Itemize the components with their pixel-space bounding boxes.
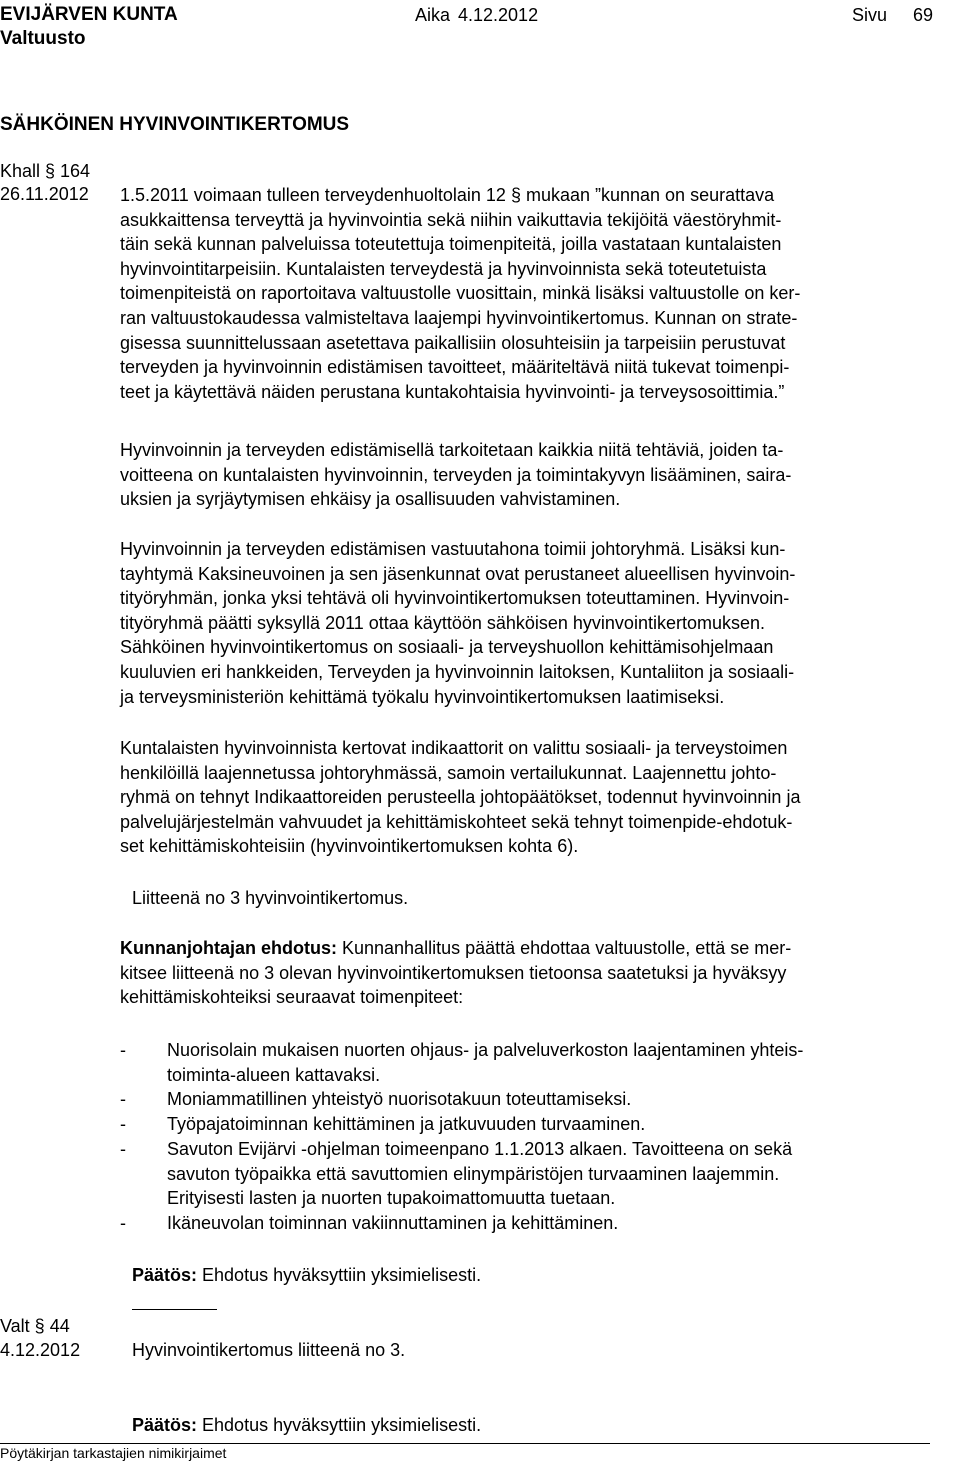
decision-text: Ehdotus hyväksyttiin yksimielisesti. bbox=[197, 1415, 482, 1435]
text-line: Savuton Evijärvi -ohjelman toimeenpano 1.1.2013 alkaen. Tavoitteena on sekä bbox=[167, 1139, 793, 1159]
text-line: tityöryhmä päätti syksyllä 2011 ottaa käyttöön sähköisen hyvinvointikertomuksen. bbox=[120, 612, 765, 633]
text-line: Kuntalaisten hyvinvoinnista kertovat indikaattorit on valittu sosiaali- ja terveystoimen bbox=[120, 738, 788, 758]
text-line: hyvinvointitarpeisiin. Kuntalaisten terveydestä ja hyvinvoinnista sekä toteutetuista bbox=[120, 258, 767, 279]
text-line: terveyden ja hyvinvoinnin edistämisen tavoitteet, määriteltävä niitä tukevat toimenpi- bbox=[120, 357, 790, 378]
council-text: Hyvinvointikertomus liitteenä no 3. bbox=[132, 1340, 406, 1360]
text-line: Sähköinen hyvinvointikertomus on sosiaali- ja terveyshuollon kehittämisohjelmaan bbox=[120, 637, 774, 658]
case-date: 26.11.2012 bbox=[0, 184, 89, 204]
text-line: tayhtymä Kaksineuvoinen ja sen jäsenkunnat ovat perustaneet alueellisen hyvinvoin- bbox=[120, 563, 796, 584]
text-line: teet ja käytettävä näiden perustana kuntakohtaisia hyvinvointi- ja terveysosoittimia.” bbox=[120, 381, 785, 402]
page-number: 69 bbox=[913, 5, 934, 25]
decision-label: Päätös: bbox=[132, 1415, 198, 1435]
text-line: Työpajatoiminnan kehittäminen ja jatkuvuuden turvaaminen. bbox=[167, 1114, 646, 1134]
text-line: tityöryhmän, jonka yksi tehtävä oli hyvinvointikertomuksen toteuttaminen. Hyvinvoin- bbox=[120, 588, 790, 609]
text-line: kitsee liitteenä no 3 olevan hyvinvointikertomuksen tietoonsa saatetuksi ja hyväksyy bbox=[120, 962, 787, 983]
attachment-note: Liitteenä no 3 hyvinvointikertomus. bbox=[132, 888, 409, 908]
footer-rule bbox=[0, 1443, 930, 1444]
paragraph-indicators bbox=[120, 736, 940, 859]
text-line: ja terveysministeriön kehittämä työkalu hyvinvointikertomuksen laatimiseksi. bbox=[120, 686, 725, 707]
meeting-date: 4.12.2012 bbox=[458, 5, 539, 25]
proposal-label: Kunnanjohtajan ehdotus: bbox=[120, 938, 337, 958]
case-ref: Khall § 164 bbox=[0, 161, 91, 181]
list-dash: - bbox=[120, 1139, 126, 1159]
body-name: Valtuusto bbox=[0, 28, 86, 49]
paragraph-responsibility bbox=[120, 537, 940, 709]
text-line: henkilöillä laajennetussa johtoryhmässä, samoin vertailukunnat. Laajennettu johto- bbox=[120, 762, 777, 783]
list-item bbox=[120, 1087, 940, 1112]
text-line: kuuluvien eri hankkeiden, Terveyden ja hyvinvoinnin laitoksen, Kuntaliiton ja sosiaali- bbox=[120, 661, 795, 682]
text-line: 1.5.2011 voimaan tulleen terveydenhuoltolain 12 § mukaan ”kunnan on seurattava bbox=[120, 185, 775, 205]
text-line: Kunnanhallitus päättä ehdottaa valtuustolle, että se mer- bbox=[336, 938, 792, 958]
decision-khall bbox=[132, 1263, 481, 1288]
section-divider bbox=[132, 1309, 217, 1310]
text-line: gisessa suunnittelussaan asetettava paikallisiin olosuhteisiin ja tarpeisiin perustuvat bbox=[120, 332, 786, 353]
list-dash: - bbox=[120, 1089, 126, 1109]
text-line: Hyvinvoinnin ja terveyden edistämisen vastuutahona toimii johtoryhmä. Lisäksi kun- bbox=[120, 539, 786, 559]
org-name: EVIJÄRVEN KUNTA bbox=[0, 4, 178, 25]
decision-label: Päätös: bbox=[132, 1265, 198, 1285]
date-label: Aika bbox=[415, 5, 451, 25]
page-label: Sivu bbox=[852, 5, 888, 25]
list-dash: - bbox=[120, 1213, 126, 1233]
list-item bbox=[120, 1112, 940, 1137]
text-line: asukkaittensa terveyttä ja hyvinvointia sekä niihin vaikuttavia tekijöitä väestöryhmit- bbox=[120, 209, 782, 230]
text-line: Moniammatillinen yhteistyö nuorisotakuun toteuttamiseksi. bbox=[167, 1089, 632, 1109]
text-line: kehittämiskohteiksi seuraavat toimenpiteet: bbox=[120, 987, 464, 1008]
council-ref: Valt § 44 bbox=[0, 1316, 70, 1336]
text-line: toiminta-alueen kattavaksi. bbox=[167, 1064, 381, 1085]
page-title: SÄHKÖINEN HYVINVOINTIKERTOMUS bbox=[0, 114, 350, 135]
text-line: ryhmä on tehnyt Indikaattoreiden perusteella johtopäätökset, todennut hyvinvoinnin ja bbox=[120, 787, 801, 808]
text-line: voitteena on kuntalaisten hyvinvoinnin, terveyden ja toimintakyvyn lisääminen, saira- bbox=[120, 464, 792, 485]
list-item bbox=[120, 1211, 940, 1236]
decision-text: Ehdotus hyväksyttiin yksimielisesti. bbox=[197, 1265, 482, 1285]
council-date: 4.12.2012 bbox=[0, 1340, 81, 1360]
list-dash: - bbox=[120, 1114, 126, 1134]
proposal bbox=[120, 936, 940, 1010]
text-line: palvelujärjestelmän vahvuudet ja kehittämiskohteet sekä tehnyt toimenpide-ehdotuk- bbox=[120, 811, 793, 832]
text-line: uksien ja syrjäytymisen ehkäisy ja osallisuuden vahvistaminen. bbox=[120, 489, 621, 510]
text-line: toimenpiteistä on raportoitava valtuustolle vuosittain, minkä lisäksi valtuustolle on ker- bbox=[120, 283, 801, 304]
text-line: savuton työpaikka että savuttomien elinympäristöjen turvaaminen laajemmin. bbox=[167, 1163, 780, 1184]
decision-council bbox=[132, 1413, 481, 1438]
signature-label: Pöytäkirjan tarkastajien nimikirjaimet bbox=[0, 1445, 227, 1461]
text-line: Ikäneuvolan toiminnan vakiinnuttaminen ja kehittäminen. bbox=[167, 1213, 619, 1233]
text-line: Nuorisolain mukaisen nuorten ohjaus- ja palveluverkoston laajentaminen yhteis- bbox=[167, 1040, 804, 1060]
list-dash: - bbox=[120, 1040, 126, 1060]
text-line: set kehittämiskohteisiin (hyvinvointikertomuksen kohta 6). bbox=[120, 836, 579, 857]
text-line: ran valtuustokaudessa valmisteltava laajempi hyvinvointikertomus. Kunnan on strate- bbox=[120, 307, 798, 328]
text-line: Hyvinvoinnin ja terveyden edistämisellä tarkoitetaan kaikkia niitä tehtäviä, joiden ta- bbox=[120, 440, 784, 460]
paragraph-law bbox=[120, 183, 940, 404]
text-line: täin sekä kunnan palveluissa toteutettuja toimenpiteitä, joilla vastataan kuntalaisten bbox=[120, 234, 782, 255]
text-line: Erityisesti lasten ja nuorten tupakoimattomuutta tuetaan. bbox=[167, 1188, 616, 1209]
list-item bbox=[120, 1038, 940, 1088]
paragraph-promotion bbox=[120, 438, 940, 512]
list-item bbox=[120, 1137, 940, 1211]
